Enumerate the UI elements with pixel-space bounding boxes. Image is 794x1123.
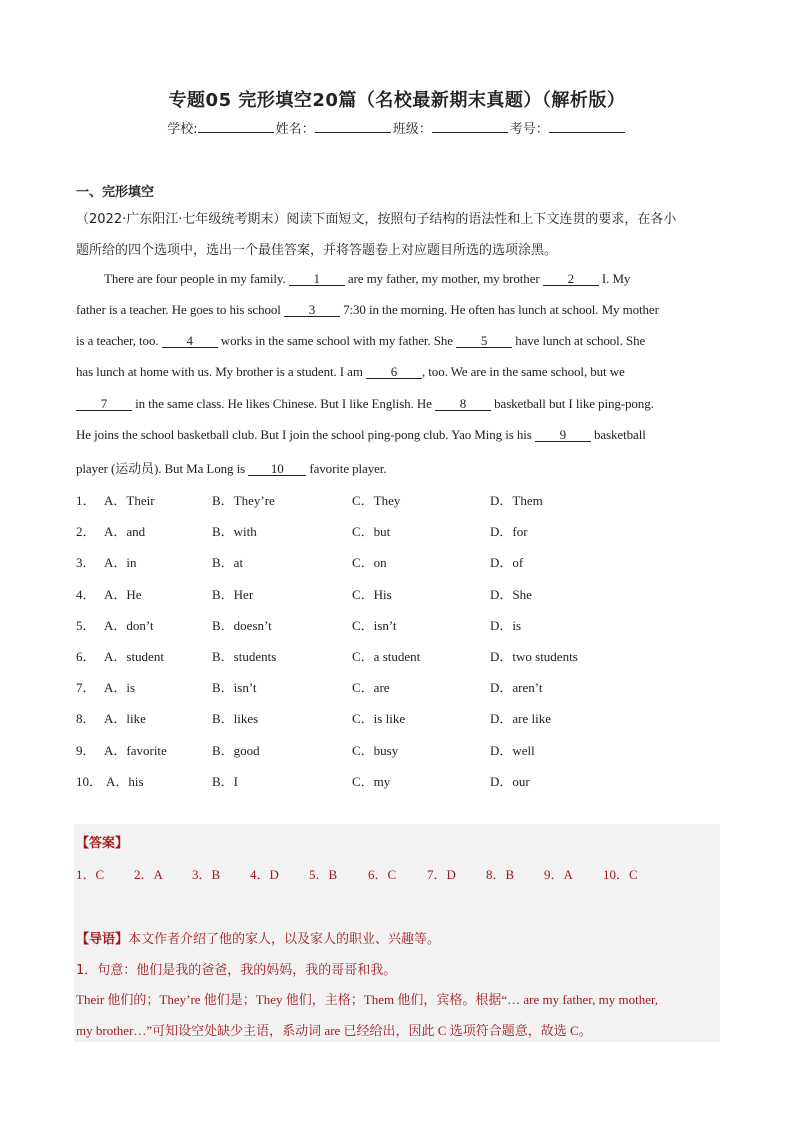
question-option: C．but: [352, 524, 391, 539]
passage-line: [76, 364, 720, 380]
question-number: 1．: [76, 493, 96, 508]
passage-line: [76, 271, 748, 287]
question-option: B．at: [212, 555, 244, 570]
question-option: D．well: [490, 743, 535, 758]
question-number: 10．: [76, 774, 103, 789]
student-info-line: [0, 118, 794, 137]
cloze-blank: 8: [435, 397, 491, 411]
question-number: 8．: [76, 711, 96, 726]
cloze-blank: 4: [162, 334, 218, 348]
passage-text: 7:30 in the morning. He often has lunch at school. My mother: [339, 302, 659, 317]
answer-item: 3．B: [192, 867, 221, 882]
question-number: 4．: [76, 587, 96, 602]
question-number: 5．: [76, 618, 96, 633]
question-option: C．They: [352, 493, 401, 508]
passage-text: have lunch at school. She: [512, 333, 646, 348]
name-blank: [315, 120, 391, 133]
cloze-blank: 9: [535, 428, 591, 442]
question-option: D．is: [490, 618, 522, 633]
question-row: [76, 740, 716, 760]
cloze-blank: 1: [289, 272, 345, 286]
passage-text: , too. We are in the same school, but we: [422, 364, 625, 379]
question-option: A．and: [104, 524, 146, 539]
section-intro-line: 题所给的四个选项中，选出一个最佳答案，并将答题卷上对应题目所选的选项涂黑。: [76, 243, 558, 258]
question-option: B．They’re: [212, 493, 275, 508]
question-option: C．a student: [352, 649, 421, 664]
passage-text: I. My: [598, 271, 631, 286]
passage-text: basketball: [590, 427, 646, 442]
question-option: C．on: [352, 555, 387, 570]
passage-line: [76, 396, 720, 412]
question-option: B．good: [212, 743, 260, 758]
question-option: B．Her: [212, 587, 254, 602]
question-row: [76, 646, 716, 666]
question-option: D．our: [490, 774, 530, 789]
question-option: B．doesn’t: [212, 618, 272, 633]
cloze-blank: 3: [284, 303, 340, 317]
class-blank: [432, 120, 508, 133]
passage-line: [76, 333, 720, 349]
question-option: B．students: [212, 649, 277, 664]
question-option: C．His: [352, 587, 392, 602]
answer-item: 10．C: [603, 867, 638, 882]
answer-item: 2．A: [134, 867, 163, 882]
answer-item: 4．D: [250, 867, 279, 882]
question-option: C．isn’t: [352, 618, 397, 633]
question-option: C．my: [352, 774, 391, 789]
question-row: [76, 490, 716, 510]
question-row: [76, 708, 716, 728]
question-option: C．are: [352, 680, 390, 695]
cloze-blank: 2: [543, 272, 599, 286]
passage-text: player (运动员). But Ma Long is: [76, 461, 249, 476]
question-option: B．likes: [212, 711, 259, 726]
cloze-blank: 10: [248, 462, 306, 476]
name-label: 姓名：: [275, 122, 315, 137]
question-row: [76, 584, 716, 604]
question-option: A．Their: [104, 493, 155, 508]
question-row: [76, 521, 716, 541]
passage-text: are my father, my mother, my brother: [344, 271, 543, 286]
question-option: A．his: [106, 774, 144, 789]
answer-item: 8．B: [486, 867, 515, 882]
answer-item: 9．A: [544, 867, 573, 882]
question-option: A．favorite: [104, 743, 167, 758]
question-row: [76, 677, 716, 697]
question-option: C．busy: [352, 743, 399, 758]
passage-text: has lunch at home with us. My brother is a student. I am: [76, 364, 366, 379]
section-intro-line: （2022·广东阳江·七年级统考期末）阅读下面短文，按照句子结构的语法性和上下文连贯的要求，在各小: [76, 212, 677, 227]
question-row: [76, 771, 716, 791]
answer-item: 5．B: [309, 867, 338, 882]
passage-text: is a teacher, too.: [76, 333, 162, 348]
guide-tag: 【导语】: [76, 932, 129, 947]
question-option: A．student: [104, 649, 164, 664]
passage-text: There are four people in my family.: [104, 271, 289, 286]
question-option: D．aren’t: [490, 680, 543, 695]
passage-text: in the same class. He likes Chinese. But I like English. He: [132, 396, 435, 411]
guide-text: 本文作者介绍了他的家人，以及家人的职业、兴趣等。: [128, 932, 441, 947]
page-title: 专题05 完形填空20篇（名校最新期末真题）（解析版）: [168, 90, 626, 111]
question-row: [76, 552, 716, 572]
question-option: D．of: [490, 555, 524, 570]
question-number: 9．: [76, 743, 96, 758]
question-option: A．in: [104, 555, 137, 570]
passage-text: He joins the school basketball club. But I join the school ping-pong club. Yao Ming is his: [76, 427, 535, 442]
section-heading: 一、完形填空: [76, 185, 155, 200]
question-option: A．is: [104, 680, 136, 695]
passage-line: [76, 302, 720, 318]
passage-text: father is a teacher. He goes to his school: [76, 302, 284, 317]
question-option: D．two students: [490, 649, 578, 664]
explain-line: my brother…”可知设空处缺少主语，系动词 are 已经给出，因此 C 选项符合题意，故选 C。: [76, 1023, 592, 1038]
question-option: B．I: [212, 774, 239, 789]
exam-no-label: 考号：: [509, 122, 549, 137]
question-option: B．isn’t: [212, 680, 257, 695]
question-number: 6．: [76, 649, 96, 664]
answer-label: 【答案】: [76, 836, 129, 851]
explain-line: Their 他们的；They’re 他们是；They 他们，主格；Them 他们，宾格。根据“… are my father, my mother,: [76, 992, 659, 1007]
cloze-blank: 5: [456, 334, 512, 348]
question-option: A．like: [104, 711, 146, 726]
guide-line: [76, 928, 720, 947]
cloze-blank: 6: [366, 365, 422, 379]
school-label: 学校:: [167, 122, 198, 137]
class-label: 班级：: [392, 122, 432, 137]
question-option: D．are like: [490, 711, 552, 726]
exam-no-blank: [549, 120, 625, 133]
question-option: C．is like: [352, 711, 406, 726]
question-row: [76, 615, 716, 635]
passage-line: [76, 427, 720, 443]
explain-line: 1．句意：他们是我的爸爸，我的妈妈，我的哥哥和我。: [76, 963, 397, 978]
question-option: B．with: [212, 524, 257, 539]
passage-text: favorite player.: [306, 461, 387, 476]
question-option: A．don’t: [104, 618, 154, 633]
passage-text: works in the same school with my father. She: [217, 333, 457, 348]
question-option: D．for: [490, 524, 528, 539]
question-option: D．She: [490, 587, 532, 602]
cloze-blank: 7: [76, 397, 132, 411]
question-number: 3．: [76, 555, 96, 570]
answer-item: 1．C: [76, 867, 105, 882]
question-number: 7．: [76, 680, 96, 695]
passage-line: [76, 458, 720, 477]
question-option: A．He: [104, 587, 142, 602]
question-number: 2．: [76, 524, 96, 539]
passage-text: basketball but I like ping-pong.: [490, 396, 654, 411]
question-option: D．Them: [490, 493, 543, 508]
school-blank: [198, 120, 274, 133]
answer-item: 6．C: [368, 867, 397, 882]
answer-item: 7．D: [427, 867, 456, 882]
